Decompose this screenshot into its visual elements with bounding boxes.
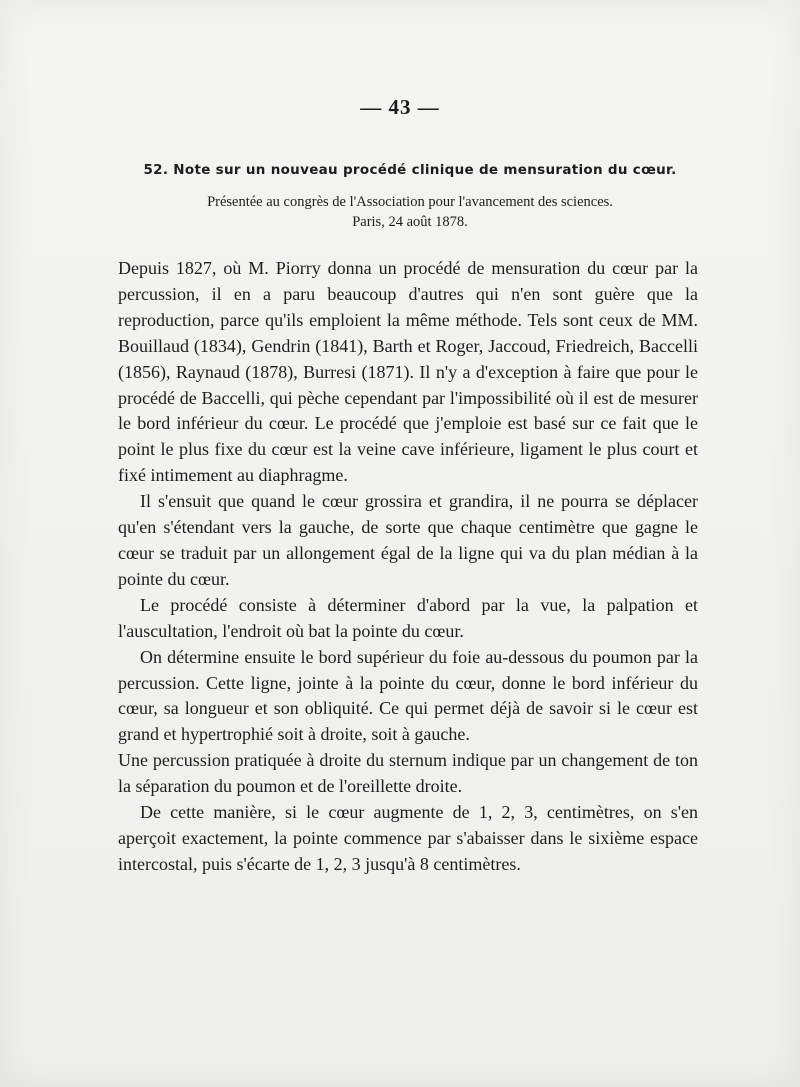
article-subtitle (120, 192, 700, 232)
paragraph: Il s'ensuit que quand le cœur grossira et grandira, il ne pourra se déplacer qu'en s'étendant vers la gauche, de sorte que chaque centimètre que gagne le cœur se traduit par un allongement égal de la ligne qui va du plan médian à la pointe du cœur. (118, 491, 698, 589)
page-number: — 43 — (360, 95, 440, 119)
paragraph: De cette manière, si le cœur augmente de 1, 2, 3, centimètres, on s'en aperçoit exactement, la pointe commence par s'abaisser dans le sixième espace intercostal, puis s'écarte de 1, 2, 3 jusqu'à 8 centimètres. (118, 802, 698, 874)
subtitle-line-venue: Présentée au congrès de l'Association pour l'avancement des sciences. (207, 194, 613, 210)
paragraph: Depuis 1827, où M. Piorry donna un procédé de mensuration du cœur par la percussion, il en a paru beaucoup d'autres qui n'en sont guère que la reproduction, parce qu'ils emploient la même méthode. Tels sont ceux de MM. Bouillaud (1834), Gendrin (1841), Barth et Roger, Jaccoud, Friedreich, Baccelli (1856), Raynaud (1878), Burresi (1871). Il n'y a d'exception à faire que pour le procédé de Baccelli, qui pèche cependant par l'impossibilité où il est de mesurer le bord inférieur du cœur. Le procédé que j'emploie est basé sur ce fait que le point le plus fixe du cœur est la veine cave inférieure, ligament le plus court et fixé intimement au diaphragme. (118, 258, 698, 486)
subtitle-line-date: Paris, 24 août 1878. (352, 214, 468, 230)
paragraph: Le procédé consiste à déterminer d'abord par la vue, la palpation et l'auscultation, l'endroit où bat la pointe du cœur. (118, 594, 698, 641)
paragraph: Une percussion pratiquée à droite du sternum indique par un changement de ton la séparation du poumon et de l'oreillette droite. (118, 750, 698, 797)
paragraph: On détermine ensuite le bord supérieur du foie au-dessous du poumon par la percussion. Cette ligne, jointe à la pointe du cœur, donne le bord inférieur du cœur, sa longueur et son obliquité. Ce qui permet déjà de savoir si le cœur est grand et hypertrophié soit à droite, soit à gauche. (118, 646, 698, 745)
article-title: 52. Note sur un nouveau procédé clinique de mensuration du cœur. (143, 162, 677, 178)
article-body (118, 256, 698, 878)
